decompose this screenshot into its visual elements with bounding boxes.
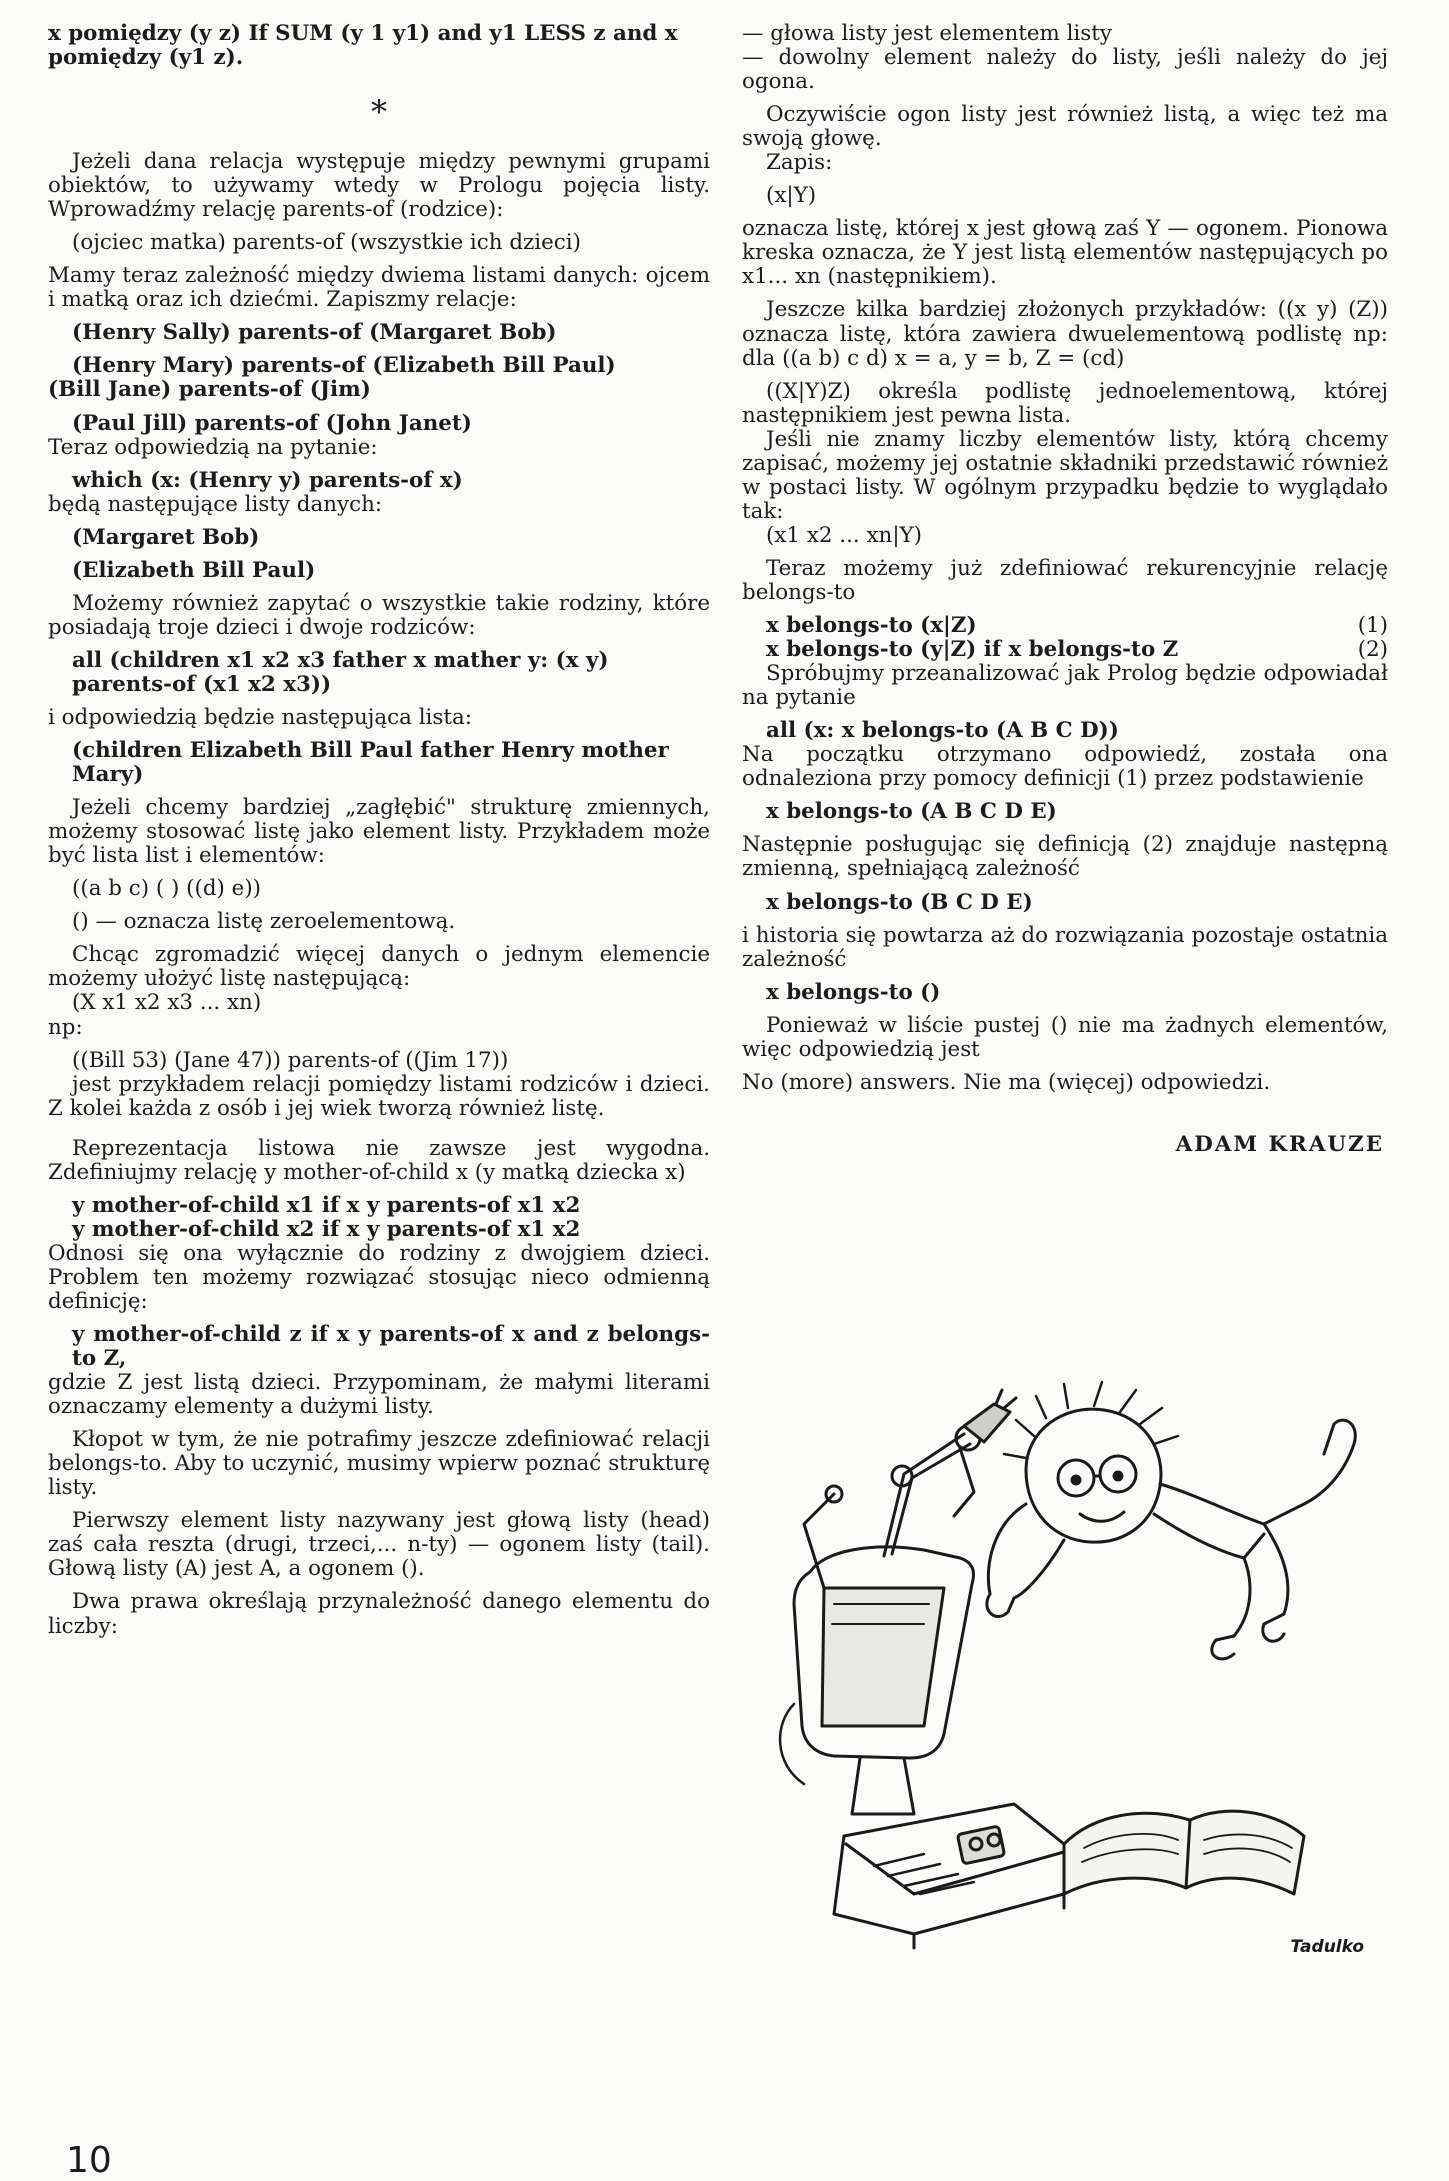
paragraph: No (more) answers. Nie ma (więcej) odpowiedzi. [742, 1069, 1271, 1095]
paragraph: Teraz odpowiedzią na pytanie: [48, 434, 378, 460]
rule: y mother-of-child x2 if x y parents-of x1 x2 [72, 1216, 581, 1242]
paragraph: Jeszcze kilka bardziej złożonych przykładów: ((x y) (Z)) oznacza listę, która zawiera dwuelementową podlistę np: dla ((a b) c d) x = a, y = b, Z = (cd) [742, 297, 1388, 371]
query: all (x: x belongs-to (A B C D)) [766, 718, 1119, 744]
paragraph: Pierwszy element listy nazywany jest głową listy (head) zaś cała reszta (drugi, trzeci,... n-ty) — ogonem listy (tail). Głową listy (A) jest A, a ogonem (). [48, 1508, 710, 1582]
open-book-icon [1064, 1811, 1304, 1894]
query: all (children x1 x2 x3 father x mather y: (x y) parents-of (x1 x2 x3)) [72, 647, 609, 697]
page-number: 10 [66, 2140, 112, 2181]
list-example: ((Bill 53) (Jane 47)) parents-of ((Jim 17)) [72, 1047, 509, 1073]
paragraph: Teraz możemy już zdefiniować rekurencyjnie relację belongs-to [742, 555, 1388, 605]
definition-1 [742, 614, 1388, 638]
label-zapis: Zapis: [766, 150, 833, 176]
paragraph: i odpowiedzią będzie następująca lista: [48, 704, 472, 730]
definition-text: x belongs-to (y|Z) if x belongs-to Z [766, 637, 1179, 663]
paragraph: Odnosi się ona wyłącznie do rodziny z dwojgiem dzieci. Problem ten możemy rozwiązać stosując nieco odmienną definicję: [48, 1240, 710, 1314]
paragraph: Oczywiście ogon listy jest również listą, a więc też ma swoją głowę. [742, 102, 1388, 152]
prolog-rule-pomiedzy: x pomiędzy (y z) If SUM (y 1 y1) and y1 LESS z and x pomiędzy (y1 z). [48, 21, 678, 71]
cartoon-boy-icon [987, 1382, 1355, 1659]
robot-arm-icon [804, 1390, 1016, 1588]
list-example: ((a b c) ( ) ((d) e)) [72, 876, 262, 902]
answer: (children Elizabeth Bill Paul father Henry mother Mary) [72, 738, 669, 788]
rule: y mother-of-child x1 if x y parents-of x1 x2 [72, 1192, 581, 1218]
cartoon-illustration [764, 1374, 1396, 1960]
fact: (Henry Sally) parents-of (Margaret Bob) [72, 320, 557, 346]
paragraph: Chcąc zgromadzić więcej danych o jednym elemencie możemy ułożyć listę następującą: [48, 942, 710, 992]
paragraph: i historia się powtarza aż do rozwiązania pozostaje ostatnia zależność [742, 922, 1388, 972]
illustrator-signature: Tadulko [1290, 1937, 1364, 1957]
paragraph: ((X|Y)Z) określa podlistę jednoelementową, której następnikiem jest pewna lista. [742, 378, 1388, 428]
paragraph: Ponieważ w liście pustej () nie ma żadnych elementów, więc odpowiedzią jest [742, 1012, 1388, 1062]
keyboard-icon [834, 1804, 1064, 1948]
left-column [48, 22, 710, 1639]
substitution: x belongs-to () [766, 979, 941, 1005]
fact: (Paul Jill) parents-of (John Janet) [72, 410, 472, 436]
paragraph: Mamy teraz zależność między dwiema listami danych: ojcem i matką oraz ich dziećmi. Zapiszmy relacje: [48, 263, 710, 313]
paragraph: Spróbujmy przeanalizować jak Prolog będzie odpowiadał na pytanie [742, 661, 1388, 711]
rule-text: — dowolny element należy do listy, jeśli należy do jej ogona. [742, 45, 1388, 95]
definition-2 [742, 638, 1388, 662]
paragraph: Następnie posługując się definicją (2) znajduje następną zmienną, spełniającą zależność [742, 832, 1388, 882]
relation-template: (ojciec matka) parents-of (wszystkie ich dzieci) [72, 230, 581, 256]
paragraph: Na początku otrzymano odpowiedź, została ona odnaleziona przy pomocy definicji (1) przez podstawienie [742, 742, 1388, 792]
right-column [742, 22, 1388, 1157]
notation-example: (x|Y) [766, 183, 817, 209]
answer: (Margaret Bob) [72, 524, 260, 550]
notation-example: (x1 x2 ... xn|Y) [766, 522, 923, 548]
paragraph: oznacza listę, której x jest głową zaś Y — ogonem. Pionowa kreska oznacza, że Y jest listą elementów następujących po x1... xn (następnikiem). [742, 216, 1388, 290]
definition-text: x belongs-to (x|Z) [766, 613, 977, 639]
query: which (x: (Henry y) parents-of x) [72, 467, 463, 493]
list-example: (X x1 x2 x3 ... xn) [72, 990, 262, 1016]
rule: y mother-of-child z if x y parents-of x and z belongs-to Z, [72, 1322, 710, 1372]
definition-number: (1) [1357, 613, 1388, 639]
answer: (Elizabeth Bill Paul) [72, 557, 316, 583]
paragraph: Jeżeli dana relacja występuje między pewnymi grupami obiektów, to używamy wtedy w Prologu pojęcia listy. Wprowadźmy relację parents-of (rodzice): [48, 149, 710, 223]
rule-text: — głowa listy jest elementem listy [742, 21, 1112, 46]
substitution: x belongs-to (A B C D E) [766, 799, 1057, 825]
section-separator: * [371, 93, 387, 132]
fact: (Bill Jane) parents-of (Jim) [48, 377, 371, 403]
paragraph: Jeżeli chcemy bardziej „zagłębić" strukturę zmiennych, możemy stosować listę jako element listy. Przykładem może być lista list i elementów: [48, 795, 710, 869]
computer-monitor-icon [780, 1547, 973, 1814]
author-signature: ADAM KRAUZE [1175, 1131, 1384, 1157]
label-np: np: [48, 1014, 83, 1040]
list-example: () — oznacza listę zeroelementową. [72, 909, 456, 935]
paragraph: Możemy również zapytać o wszystkie takie rodziny, które posiadają troje dzieci i dwoje rodziców: [48, 590, 710, 640]
paragraph: Jeśli nie znamy liczby elementów listy, którą chcemy zapisać, możemy jej ostatnie składniki przedstawić również w postaci listy. W ogólnym przypadku będzie to wyglądało tak: [742, 426, 1388, 524]
substitution: x belongs-to (B C D E) [766, 889, 1033, 915]
paragraph: Dwa prawa określają przynależność danego elementu do liczby: [48, 1589, 710, 1639]
definition-number: (2) [1357, 637, 1388, 663]
paragraph: będą następujące listy danych: [48, 491, 383, 517]
fact: (Henry Mary) parents-of (Elizabeth Bill Paul) [72, 353, 616, 379]
paragraph: Reprezentacja listowa nie zawsze jest wygodna. Zdefiniujmy relację y mother-of-child x (y matką dziecka x) [48, 1135, 710, 1185]
paragraph: Kłopot w tym, że nie potrafimy jeszcze zdefiniować relacji belongs-to. Aby to uczynić, musimy wpierw poznać strukturę listy. [48, 1427, 710, 1501]
paragraph: gdzie Z jest listą dzieci. Przypominam, że małymi literami oznaczamy elementy a dużymi listy. [48, 1370, 710, 1420]
paragraph: jest przykładem relacji pomiędzy listami rodziców i dzieci. Z kolei każda z osób i jej wiek tworzą również listę. [48, 1071, 710, 1121]
